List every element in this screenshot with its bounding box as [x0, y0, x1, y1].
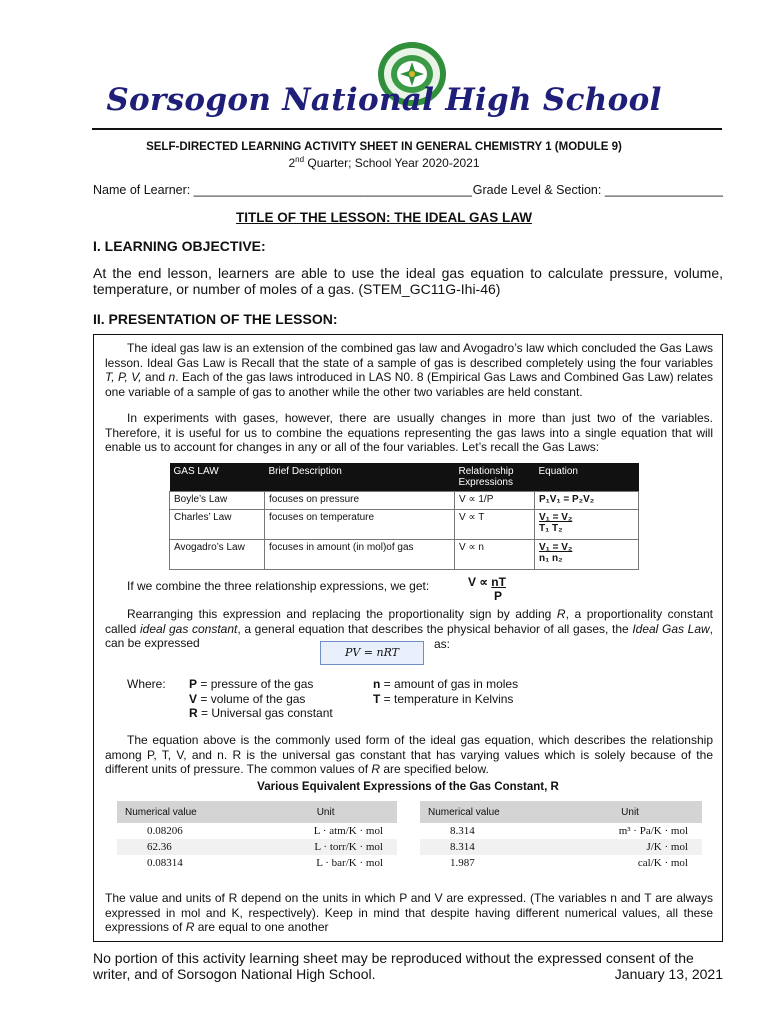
definition-item [189, 677, 389, 692]
header-divider [92, 128, 722, 130]
definition-item [373, 692, 593, 707]
r-unit: m³ · Pa/K · mol [618, 825, 688, 837]
para3-ideal-gas-constant: ideal gas constant [140, 621, 238, 636]
law-name: Avogadro’s Law [170, 540, 265, 570]
combined-expression [468, 575, 506, 603]
combined-numerator: nT [491, 575, 506, 589]
para1-text-b: . Each of the gas laws introduced in LAS N0. 8 (Empirical Gas Laws and Combined Gas Law) relates one variable of a sample of gas to another while the other two variables are held constant. [105, 370, 713, 399]
definition-item [189, 706, 389, 721]
col-equation: Equation [535, 463, 639, 492]
law-description: focuses on pressure [265, 492, 455, 510]
closing-paragraph [105, 891, 713, 935]
col-numerical-value: Numerical value [117, 801, 254, 823]
r-value: 0.08206 [147, 825, 183, 837]
where-label: Where: [127, 677, 166, 691]
table-row [420, 823, 702, 839]
definition-text: = volume of the gas [197, 691, 306, 706]
table-row [420, 855, 702, 871]
para5-text-b: are equal to one another [194, 920, 329, 934]
para2-text: In experiments with gases, however, there are usually changes in more than just two of the variables. Therefore, it is useful for us to combine the equations representing the gas laws into a single equation that will enable us to account for changes in any or all of the four variables. Let’s recall the Gas Laws: [105, 411, 713, 454]
r-value: 0.08314 [147, 857, 183, 869]
definition-text: = pressure of the gas [197, 677, 314, 691]
para3-ideal-gas-law: Ideal Gas Law [632, 621, 710, 636]
definition-symbol: n [373, 677, 381, 691]
gas-constant-table-title: Various Equivalent Expressions of the Gas Constant, R [257, 781, 559, 793]
combined-lhs: V ∝ [468, 575, 492, 589]
para5-text-a: The value and units of R depend on the units in which P and V are expressed. (The variables n and T are always expressed in mol and K, respectively). Keep in mind that despite having different numerical values, all these expressions of [105, 891, 713, 934]
variable-definitions [127, 677, 519, 720]
law-name: Charles’ Law [170, 510, 265, 540]
r-value: 8.314 [450, 825, 475, 837]
definition-text: = amount of gas in moles [380, 677, 519, 691]
footer-line-1: No portion of this activity learning sheet may be reproduced without the expressed consent of the [93, 950, 694, 966]
ideal-gas-equation: PV = nRT [320, 641, 424, 665]
para3-text-a: Rearranging this expression and replacing the proportionality sign by adding [127, 607, 557, 621]
definition-symbol: R [189, 706, 198, 720]
combine-text: If we combine the three relationship expressions, we get: [127, 579, 430, 593]
table-row [170, 540, 639, 570]
para4-text-a: The equation above is the commonly used form of the ideal gas equation, which describes the relationship among P, T, V, and n. R is the universal gas constant that has varying values which is solely because of the different units of pressure. The common values of [105, 733, 713, 776]
col-numerical-value: Numerical value [420, 801, 558, 823]
definition-item [373, 677, 593, 692]
quarter-suffix: nd [295, 155, 305, 164]
learner-info-line [93, 183, 723, 197]
r-value: 62.36 [117, 839, 254, 855]
r-unit: J/K · mol [558, 839, 702, 855]
col-brief-description: Brief Description [265, 463, 455, 492]
r-value: 8.314 [420, 839, 558, 855]
col-gas-law: GAS LAW [170, 463, 265, 492]
intro-paragraph [105, 341, 713, 399]
equation-explanation-paragraph [105, 733, 713, 777]
para4-text-b: are specified below. [380, 762, 489, 776]
law-name: Boyle’s Law [170, 492, 265, 510]
sheet-title: SELF-DIRECTED LEARNING ACTIVITY SHEET IN GENERAL CHEMISTRY 1 (MODULE 9) [146, 141, 622, 153]
definition-symbol: V [189, 691, 198, 706]
r-unit: cal/K · mol [637, 857, 688, 869]
table-row [170, 510, 639, 540]
footer-date: January 13, 2021 [614, 966, 723, 982]
table-row [420, 839, 702, 855]
lesson-title: TITLE OF THE LESSON: THE IDEAL GAS LAW [235, 210, 532, 225]
table-row [117, 839, 397, 855]
law-description: focuses in amount (in mol)of gas [265, 540, 455, 570]
para1-n: n [168, 370, 176, 384]
definitions-left [189, 677, 389, 721]
col-unit: Unit [558, 801, 702, 823]
gas-laws-table [169, 463, 639, 570]
footer-writer: writer, and of Sorsogon National High School. [93, 966, 376, 982]
objective-heading: I. LEARNING OBJECTIVE: [93, 238, 266, 254]
school-name: Sorsogon National High School [106, 82, 662, 118]
gas-laws-header-row [170, 463, 639, 492]
grade-section-field[interactable]: Grade Level & Section: _________________ [472, 183, 723, 197]
para1-and: and [141, 370, 169, 384]
equation-top: V₁ = V₂ [539, 542, 573, 553]
definition-text: = temperature in Kelvins [380, 691, 514, 706]
para4-R: R [371, 762, 381, 776]
law-relationship: V ∝ 1/P [455, 492, 535, 510]
quarter-text: Quarter; School Year 2020-2021 [304, 156, 480, 170]
definition-item [189, 692, 389, 707]
combined-denominator: P [493, 589, 502, 603]
quarter-ordinal: 2 [288, 156, 296, 170]
law-equation [535, 540, 639, 570]
footer-line-2 [93, 966, 723, 982]
table-row [117, 855, 397, 871]
school-year-line [0, 155, 768, 170]
experiments-paragraph [105, 411, 713, 455]
r-unit: L · atm/K · mol [313, 825, 383, 837]
table-row [117, 823, 397, 839]
definition-text: = Universal gas constant [197, 706, 333, 720]
objective-text: At the end lesson, learners are able to use the ideal gas equation to calculate pressure, volume, temperature, or number of moles of a gas. (STEM_GC11G-Ihi-46) [93, 265, 723, 297]
copyright-footer [93, 950, 723, 982]
para3-R: R [556, 607, 566, 621]
definition-symbol: P [189, 677, 198, 691]
equation-bottom: T₁ T₂ [539, 523, 563, 534]
gas-constant-table-right [420, 801, 702, 871]
para3-text-b: , a proportionality constant called [105, 607, 713, 636]
equation-top: V₁ = V₂ [539, 512, 573, 523]
r-unit: L · bar/K · mol [316, 857, 383, 869]
law-relationship: V ∝ n [455, 540, 535, 570]
presentation-heading: II. PRESENTATION OF THE LESSON: [93, 311, 338, 327]
r-unit: L · torr/K · mol [254, 839, 397, 855]
col-relationship: Relationship Expressions [455, 463, 535, 492]
para1-variables: T, P, V, [105, 370, 142, 384]
table-row [170, 492, 639, 510]
lesson-content-box [93, 334, 723, 942]
as-label: as: [434, 637, 451, 651]
para1-text-a: The ideal gas law is an extension of the combined gas law and Avogadro’s law which concluded the Gas Laws lesson. Ideal Gas Law is Recall that the state of a sample of gas is described completely using the four variables [105, 341, 713, 370]
col-unit: Unit [254, 801, 397, 823]
para3-text-c: , a general equation that describes the physical behavior of all gases, the [237, 621, 633, 636]
gas-constant-table-left [117, 801, 397, 871]
definitions-right [373, 677, 593, 706]
para5-R: R [185, 920, 195, 934]
equation-bottom: n₁ n₂ [539, 553, 563, 564]
law-relationship: V ∝ T [455, 510, 535, 540]
r-value: 1.987 [450, 857, 475, 869]
learner-name-field[interactable]: Name of Learner: ________________________________________ [93, 183, 472, 197]
law-equation: P₁V₁ = P₂V₂ [535, 492, 639, 510]
gas-constant-header-row [117, 801, 397, 823]
definition-symbol: T [373, 691, 381, 706]
gas-constant-header-row [420, 801, 702, 823]
para3-text-d: , can be expressed [105, 621, 714, 650]
law-description: focuses on temperature [265, 510, 455, 540]
law-equation [535, 510, 639, 540]
